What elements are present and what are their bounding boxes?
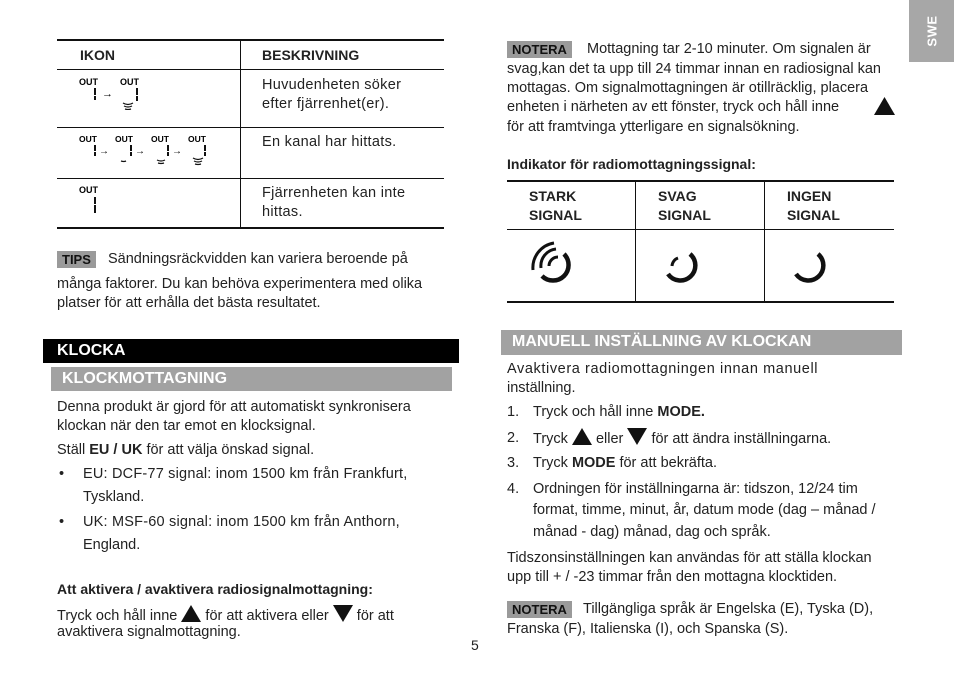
text-span: Ställ xyxy=(57,442,90,458)
intro-line: Denna produkt är gjord för att automatiskt synkronisera xyxy=(57,399,411,415)
note-line: för att framtvinga ytterligare en signalsökning. xyxy=(507,119,800,135)
note-line: Franska (F), Italienska (I), och Spanska (S). xyxy=(507,621,789,637)
table-row-rule xyxy=(57,127,444,128)
list-item: EU: DCF-77 signal: inom 1500 km från Frankfurt, xyxy=(83,466,408,482)
manual-intro-cont: inställning. xyxy=(507,380,576,396)
note-line: Mottagning tar 2-10 minuter. Om signalen är xyxy=(587,41,871,57)
tips-line: platser för att erhålla det bästa resultatet. xyxy=(57,295,321,311)
note-line: enheten i närheten av ett fönster, tryck och håll inne xyxy=(507,99,840,115)
step-number: 2. xyxy=(507,430,520,446)
step-number: 4. xyxy=(507,481,520,497)
table-column-divider xyxy=(764,181,765,302)
mode-label: MODE xyxy=(571,455,616,471)
text-span: för att välja önskad signal. xyxy=(142,442,315,458)
mode-label: MODE. xyxy=(657,404,705,420)
out-label: OUT xyxy=(120,77,139,87)
page-number: 5 xyxy=(471,637,479,653)
list-item: UK: MSF-60 signal: inom 1500 km från Anthorn, xyxy=(83,514,400,530)
table-header-rule xyxy=(507,229,894,230)
table-top-rule xyxy=(57,39,444,41)
tips-tag: TIPS xyxy=(57,251,96,268)
eu-uk-label: EU / UK xyxy=(89,442,143,458)
down-arrow-icon xyxy=(333,605,353,622)
weak-signal-icon xyxy=(660,244,704,288)
text-span: för att bekräfta. xyxy=(615,455,717,471)
set-signal-line xyxy=(57,442,314,458)
section-title: KLOCKA xyxy=(57,342,126,359)
header-weak-signal xyxy=(658,187,711,225)
section-title-bar xyxy=(501,330,902,355)
up-arrow-icon xyxy=(874,97,895,115)
note-line: Tillgängliga språk är Engelska (E), Tyska (D), xyxy=(583,601,874,617)
text-span: eller xyxy=(595,431,624,447)
text-span: Tryck och håll inne xyxy=(57,608,178,624)
step-number: 3. xyxy=(507,455,520,471)
step-number: 1. xyxy=(507,404,520,420)
bullet-dot: • xyxy=(59,514,65,530)
header-strong-signal xyxy=(529,187,582,225)
up-arrow-icon xyxy=(181,605,201,622)
table-bottom-rule xyxy=(507,301,894,303)
down-arrow-icon xyxy=(627,428,647,445)
list-item-text: månad - dag) månad, dag och språk. xyxy=(533,524,771,540)
header-line: INGEN xyxy=(787,188,832,204)
not-found-out-icon xyxy=(78,184,108,216)
text-span: Tryck xyxy=(533,431,568,447)
header-line: SIGNAL xyxy=(658,207,711,223)
list-item-text xyxy=(533,404,705,420)
out-label: OUT xyxy=(151,134,169,144)
section-title-bar xyxy=(43,339,459,363)
list-item-cont: England. xyxy=(83,537,141,553)
out-label: OUT xyxy=(188,134,206,144)
text-span: för att aktivera eller xyxy=(205,608,329,624)
language-tab-label: SWE xyxy=(924,15,939,47)
channel-found-out-icon xyxy=(78,133,218,169)
up-arrow-icon xyxy=(572,428,592,445)
activate-heading: Att aktivera / avaktivera radiosignalmottagning: xyxy=(57,581,373,597)
table-row-rule xyxy=(57,178,444,179)
header-line: STARK xyxy=(529,188,577,204)
list-item-text: Ordningen för inställningarna är: tidszon, 12/24 tim xyxy=(533,481,858,497)
table-column-divider xyxy=(240,41,241,228)
section-title: MANUELL INSTÄLLNING AV KLOCKAN xyxy=(512,333,812,350)
header-line: SVAG xyxy=(658,188,697,204)
svg-text:→: → xyxy=(135,146,145,157)
tips-line: många faktorer. Du kan behöva experimentera med olika xyxy=(57,276,423,292)
text-span: för att ändra inställningarna. xyxy=(651,431,832,447)
table-bottom-rule xyxy=(57,227,444,229)
timezone-line: upp till + / -23 timmar från den mottagna klocktiden. xyxy=(507,569,838,585)
table-top-rule xyxy=(507,180,894,182)
table-header-description: BESKRIVNING xyxy=(262,47,360,63)
activate-instructions xyxy=(57,605,447,624)
timezone-line: Tidszonsinställningen kan användas för att ställa klockan xyxy=(507,550,872,566)
subsection-title-bar xyxy=(51,367,452,391)
notera-tag: NOTERA xyxy=(507,41,572,58)
notera-tag: NOTERA xyxy=(507,601,572,618)
row-description: Huvudenheten söker efter fjärrenhet(er). xyxy=(262,77,402,112)
table-header-icon: IKON xyxy=(80,47,115,63)
tips-line: Sändningsräckvidden kan variera beroende på xyxy=(108,251,408,267)
text-span: Tryck och håll inne xyxy=(533,404,658,420)
list-item-text xyxy=(533,428,831,447)
list-item-text: format, timme, minut, år, datum mode (dag – månad / xyxy=(533,502,876,518)
table-column-divider xyxy=(635,181,636,302)
note-line: svag,kan det ta upp till 24 timmar innan en radiosignal kan xyxy=(507,61,881,77)
out-label: OUT xyxy=(79,185,98,195)
list-item xyxy=(507,404,519,420)
row-description: En kanal har hittats. xyxy=(262,134,397,150)
no-signal-icon xyxy=(788,244,832,288)
header-line: SIGNAL xyxy=(529,207,582,223)
subsection-title: KLOCKMOTTAGNING xyxy=(62,370,228,387)
language-tab xyxy=(909,0,954,62)
svg-text:→: → xyxy=(172,146,182,157)
activate-instructions-cont: avaktivera signalmottagning. xyxy=(57,624,241,640)
strong-signal-icon xyxy=(527,240,577,290)
out-label: OUT xyxy=(115,134,133,144)
bullet-dot: • xyxy=(59,466,65,482)
text-span: för att xyxy=(356,608,394,624)
svg-text:→: → xyxy=(99,146,109,157)
out-label: OUT xyxy=(79,77,98,87)
svg-text:→: → xyxy=(102,88,113,100)
header-line: SIGNAL xyxy=(787,207,840,223)
searching-out-icon xyxy=(78,76,148,110)
list-item-text xyxy=(533,455,717,471)
text-span: Tryck xyxy=(533,455,572,471)
intro-line: klockan när den tar emot en klocksignal. xyxy=(57,418,316,434)
list-item-cont: Tyskland. xyxy=(83,489,145,505)
klocka-intro xyxy=(57,398,447,436)
note-line: mottagas. Om signalmottagningen är otillräcklig, placera xyxy=(507,80,869,96)
indicator-heading: Indikator för radiomottagningssignal: xyxy=(507,156,756,172)
header-no-signal xyxy=(787,187,840,225)
out-label: OUT xyxy=(79,134,97,144)
table-header-rule xyxy=(57,69,444,70)
manual-intro: Avaktivera radiomottagningen innan manuell xyxy=(507,361,819,377)
row-description: Fjärrenheten kan inte hittas. xyxy=(262,185,406,220)
